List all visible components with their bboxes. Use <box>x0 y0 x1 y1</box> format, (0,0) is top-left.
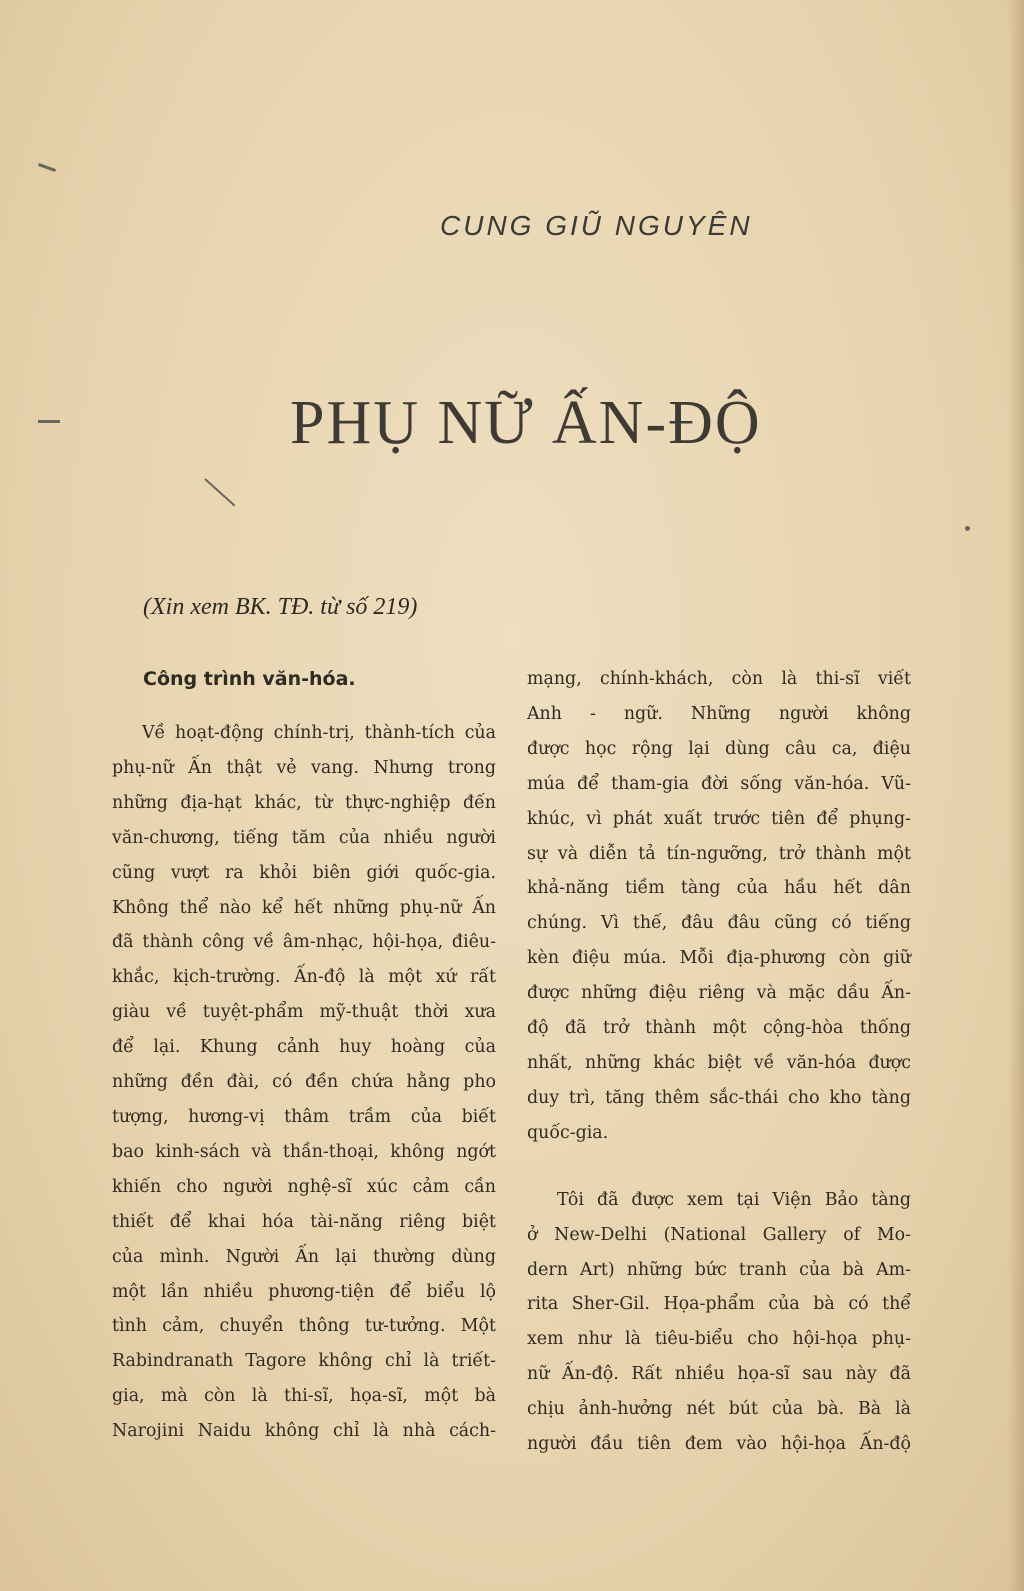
scan-mark <box>204 478 235 506</box>
text-line: gia, mà còn là thi-sĩ, họa-sĩ, một bà <box>112 1386 496 1407</box>
text-line: Rabindranath Tagore không chỉ là triết- <box>112 1351 496 1372</box>
text-line: khúc, vì phát xuất trước tiên để phụng- <box>527 808 911 829</box>
text-line: phụ-nữ Ấn thật vẻ vang. Nhưng trong <box>112 757 496 778</box>
text-line: cũng vượt ra khỏi biên giới quốc-gia. <box>112 862 496 883</box>
scan-mark <box>965 526 970 531</box>
text-line: thiết để khai hóa tài-năng riêng biệt <box>112 1211 496 1232</box>
reference-note: (Xin xem BK. TĐ. từ số 219) <box>143 594 418 620</box>
text-line: ở New-Delhi (National Gallery of Mo- <box>527 1224 911 1245</box>
text-line: bao kinh-sách và thần-thoại, không ngớt <box>112 1141 496 1162</box>
text-line: tình cảm, chuyển thông tư-tưởng. Một <box>112 1316 496 1337</box>
text-line: khiến cho người nghệ-sĩ xúc cảm cần <box>112 1176 496 1197</box>
paragraph-1 <box>527 662 911 1151</box>
text-line: khắc, kịch-trường. Ấn-độ là một xứ rất <box>112 967 496 988</box>
text-line: đã thành công về âm-nhạc, hội-họa, điêu- <box>112 932 496 953</box>
text-line: được học rộng lại dùng câu ca, điệu <box>527 738 911 759</box>
text-line: Tôi đã được xem tại Viện Bảo tàng <box>557 1189 911 1210</box>
text-line: người đầu tiên đem vào hội-họa Ấn-độ <box>527 1434 911 1455</box>
paragraph-2 <box>527 1183 911 1462</box>
left-column <box>112 716 496 1449</box>
text-line: khả-năng tiềm tàng của hầu hết dân <box>527 878 911 899</box>
text-line: nữ Ấn-độ. Rất nhiều họa-sĩ sau này đã <box>527 1364 911 1385</box>
text-line: để lại. Khung cảnh huy hoàng của <box>112 1037 496 1058</box>
right-column <box>527 662 911 1462</box>
text-line: mạng, chính-khách, còn là thi-sĩ viết <box>527 669 911 689</box>
text-line: duy trì, tăng thêm sắc-thái cho kho tàng <box>527 1087 911 1108</box>
section-heading: Công trình văn-hóa. <box>143 668 356 690</box>
text-line: giàu về tuyệt-phẩm mỹ-thuật thời xưa <box>112 1002 496 1023</box>
text-line: múa để tham-gia đời sống văn-hóa. Vũ- <box>527 773 911 794</box>
text-line: độ đã trở thành một cộng-hòa thống <box>527 1018 911 1039</box>
author-name: CUNG GIŨ NGUYÊN <box>440 210 753 241</box>
text-line: xem như là tiêu-biểu cho hội-họa phụ- <box>527 1329 911 1350</box>
text-line: nhất, những khác biệt về văn-hóa được <box>527 1052 911 1073</box>
text-line: Anh - ngữ. Những người không <box>527 703 911 724</box>
text-line: những đền đài, có đền chứa hằng pho <box>112 1072 496 1093</box>
text-line: tượng, hương-vị thâm trầm của biết <box>112 1106 496 1127</box>
text-line: quốc-gia. <box>527 1122 609 1143</box>
text-line: dern Art) những bức tranh của bà Am- <box>527 1259 911 1280</box>
text-line: của mình. Người Ấn lại thường dùng <box>112 1246 496 1267</box>
text-line: sự và diễn tả tín-ngưỡng, trở thành một <box>527 843 911 864</box>
text-line: chịu ảnh-hưởng nét bút của bà. Bà là <box>527 1399 911 1420</box>
scan-mark <box>38 163 56 172</box>
paragraph-gap <box>527 1151 911 1183</box>
text-line: chúng. Vì thế, đâu đâu cũng có tiếng <box>527 913 911 934</box>
text-line: được những điệu riêng và mặc dầu Ấn- <box>527 983 911 1004</box>
text-line: rita Sher-Gil. Họa-phẩm của bà có thể <box>527 1294 911 1315</box>
text-line: những địa-hạt khác, từ thực-nghiệp đến <box>112 792 496 813</box>
scan-mark <box>38 420 60 423</box>
text-line: kèn điệu múa. Mỗi địa-phương còn giữ <box>527 948 911 969</box>
text-line: Về hoạt-động chính-trị, thành-tích của <box>142 723 496 743</box>
article-title: PHỤ NỮ ẤN-ĐỘ <box>290 389 762 457</box>
text-line: văn-chương, tiếng tăm của nhiều người <box>112 827 496 848</box>
text-line: Không thể nào kể hết những phụ-nữ Ấn <box>112 897 496 918</box>
text-line: một lần nhiều phương-tiện để biểu lộ <box>112 1281 496 1302</box>
text-line: Narojini Naidu không chỉ là nhà cách- <box>112 1421 496 1442</box>
